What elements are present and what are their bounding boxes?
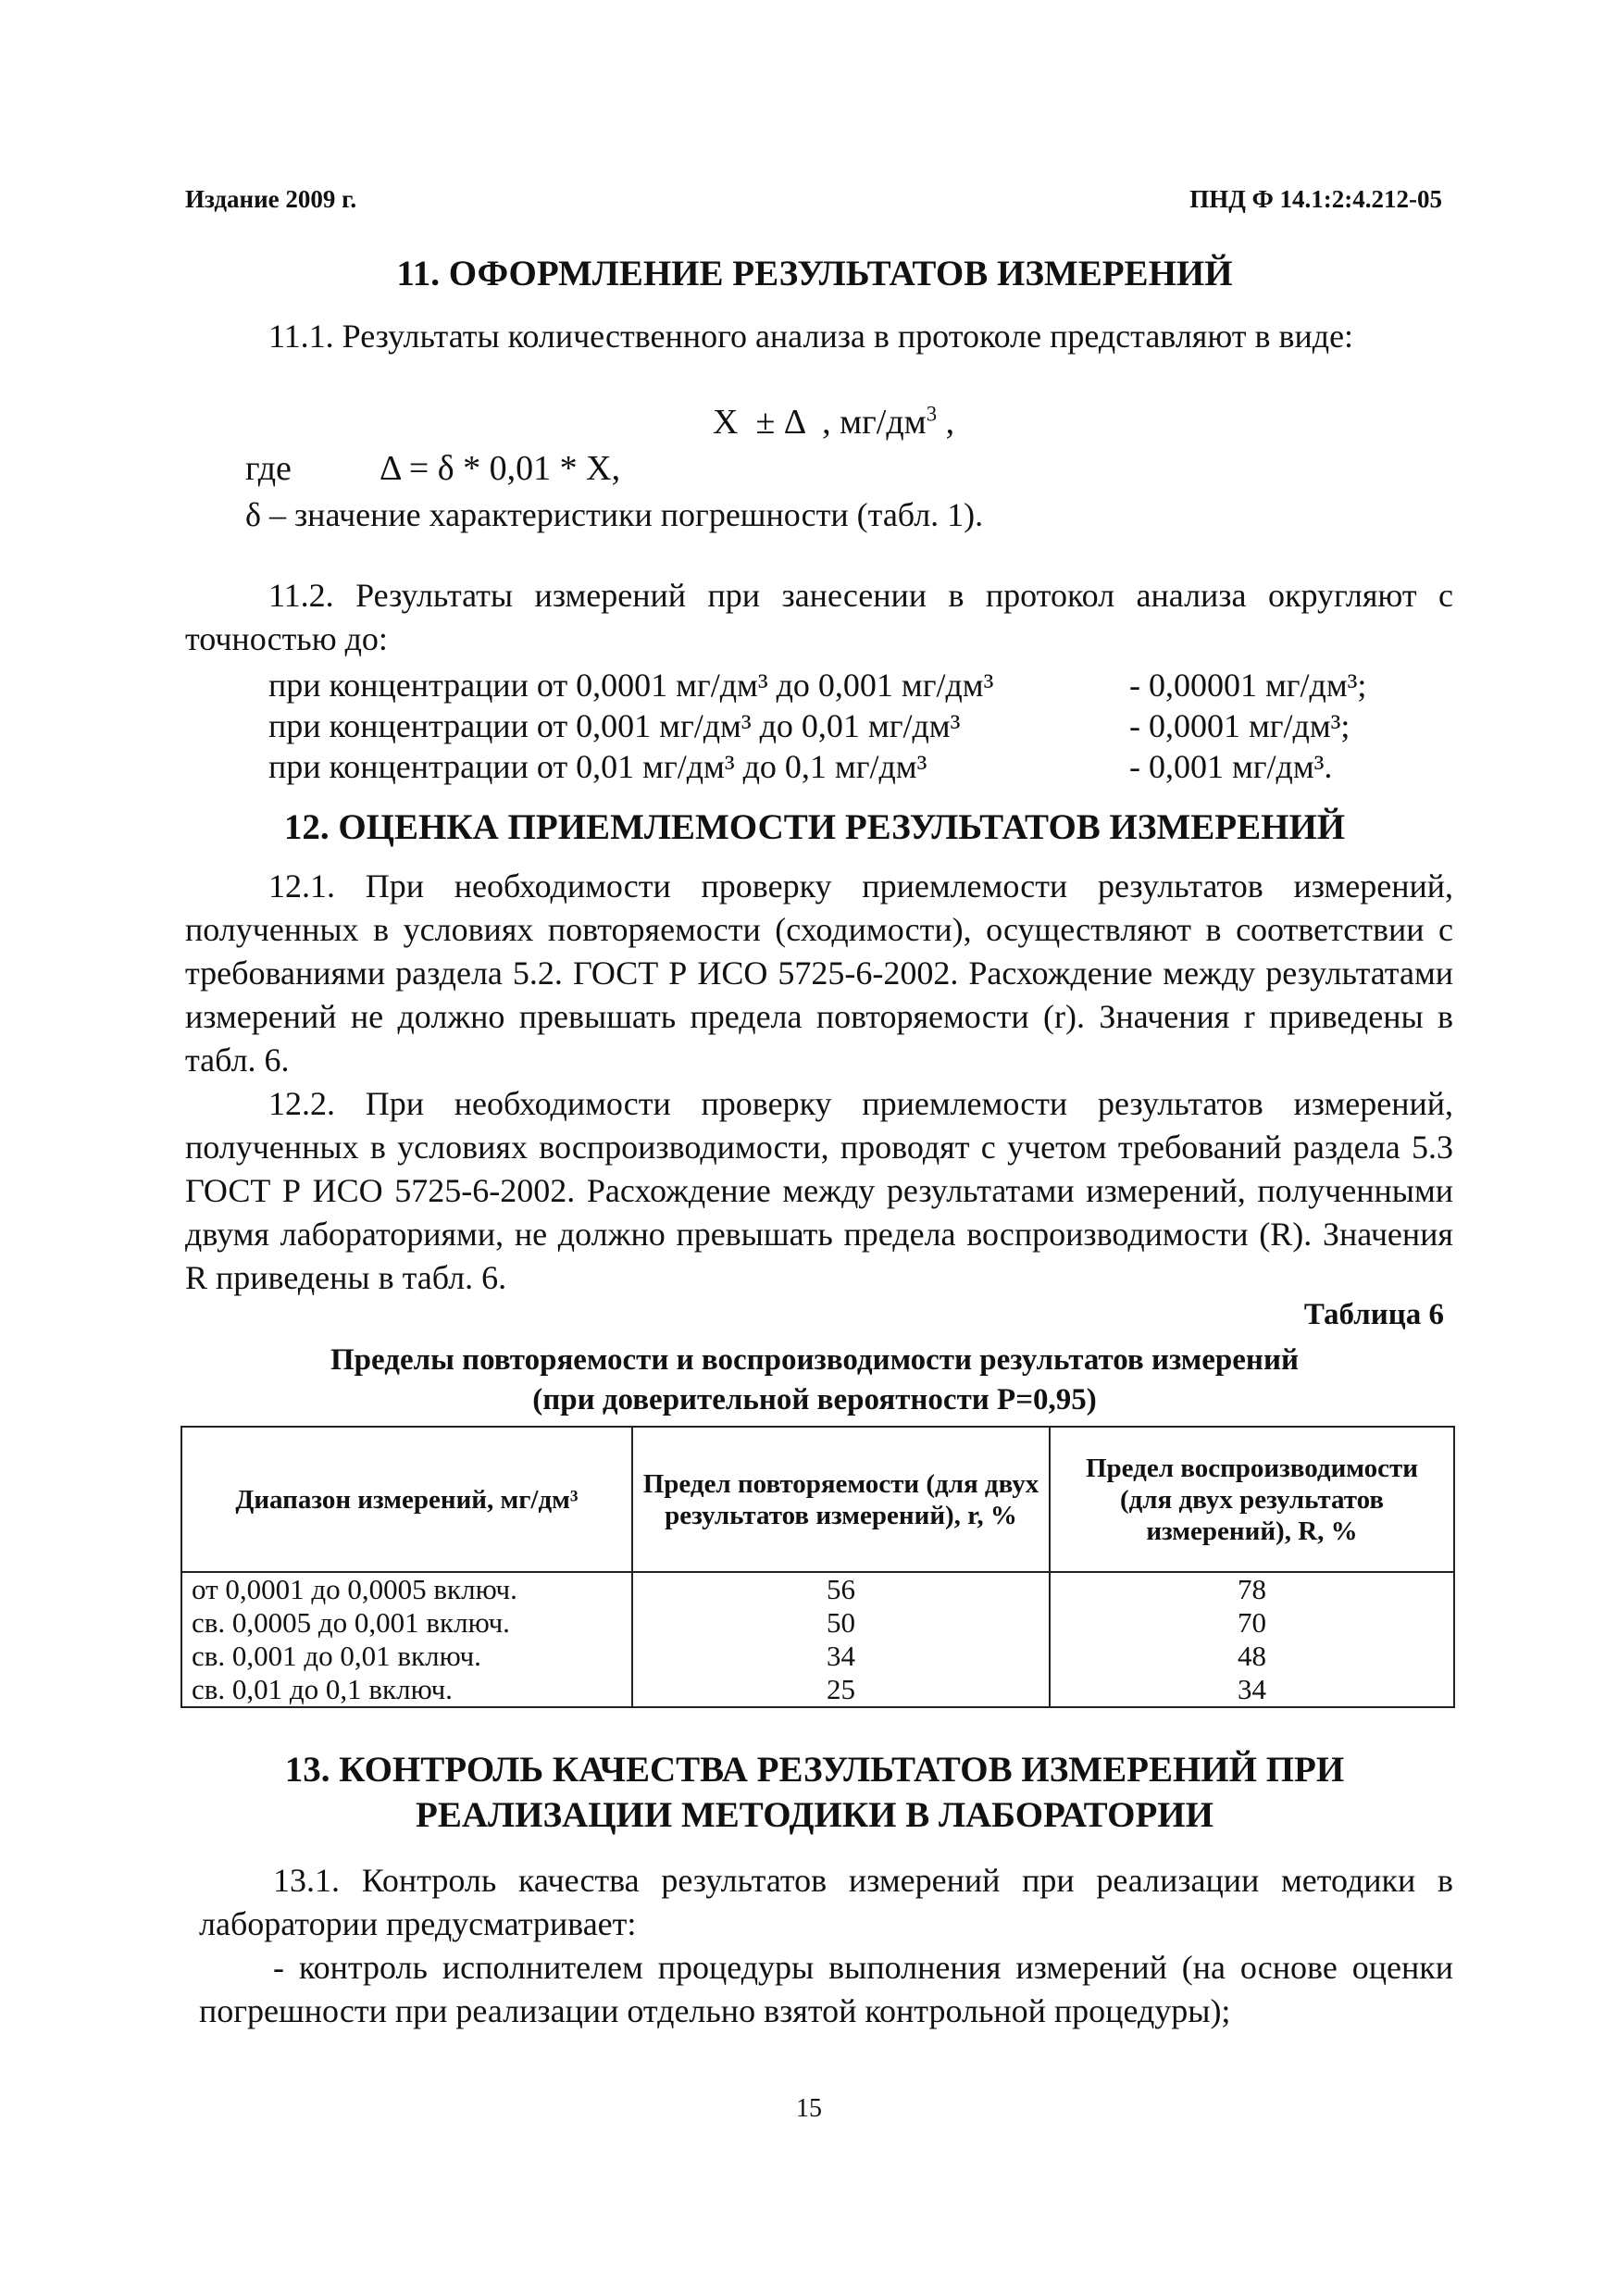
result-formula-tail: , xyxy=(937,403,955,442)
result-formula xyxy=(713,400,954,444)
table-label: Таблица 6 xyxy=(1303,1298,1444,1331)
table-row xyxy=(181,1572,1454,1606)
header-reproducibility: Предел воспроизводимости (для двух результатов измерений), R, % xyxy=(1050,1427,1454,1572)
cell-range: от 0,0001 до 0,0005 включ. xyxy=(181,1572,632,1606)
section-12-title: 12. ОЦЕНКА ПРИЕМЛЕМОСТИ РЕЗУЛЬТАТОВ ИЗМЕРЕНИЙ xyxy=(283,807,1346,847)
paragraph-11-1: 11.1. Результаты количественного анализа в протоколе представляют в виде: xyxy=(268,318,1354,355)
cell-r: 56 xyxy=(632,1572,1050,1606)
rounding-precision: - 0,001 мг/дм³. xyxy=(1129,748,1333,785)
table-row xyxy=(181,1606,1454,1640)
page-number: 15 xyxy=(796,2094,822,2123)
limits-table xyxy=(180,1426,1455,1708)
where-label: где xyxy=(245,449,292,488)
cell-R: 34 xyxy=(1050,1673,1454,1707)
document-code-header: ПНД Ф 14.1:2:4.212-05 xyxy=(1189,185,1442,213)
rounding-precision: - 0,00001 мг/дм³; xyxy=(1129,667,1367,704)
rounding-precision: - 0,0001 мг/дм³; xyxy=(1129,707,1350,744)
table-header-row xyxy=(181,1427,1454,1572)
cell-R: 48 xyxy=(1050,1640,1454,1673)
paragraph-13-1: 13.1. Контроль качества результатов измерений при реализации методики в лаборатории предусматривает: xyxy=(199,1862,1453,1942)
section-13-title-line-2: РЕАЛИЗАЦИИ МЕТОДИКИ В ЛАБОРАТОРИИ xyxy=(416,1795,1214,1835)
delta-formula: Δ = δ * 0,01 * X, xyxy=(380,449,621,488)
header-repeatability: Предел повторяемости (для двух результатов измерений), r, % xyxy=(632,1427,1050,1572)
table-title-line-1: Пределы повторяемости и воспроизводимости результатов измерений xyxy=(330,1343,1299,1377)
section-11-title: 11. ОФОРМЛЕНИЕ РЕЗУЛЬТАТОВ ИЗМЕРЕНИЙ xyxy=(396,254,1233,293)
table-title-line-2: (при доверительной вероятности P=0,95) xyxy=(532,1383,1097,1416)
header-range: Диапазон измерений, мг/дм³ xyxy=(181,1427,632,1572)
section-13-title-line-1: 13. КОНТРОЛЬ КАЧЕСТВА РЕЗУЛЬТАТОВ ИЗМЕРЕНИЙ ПРИ xyxy=(284,1750,1345,1790)
paragraph-11-2: 11.2. Результаты измерений при занесении в протокол анализа округляют с точностью до: xyxy=(185,577,1453,657)
cell-range: св. 0,01 до 0,1 включ. xyxy=(181,1673,632,1707)
rounding-range: при концентрации от 0,01 мг/дм³ до 0,1 мг/дм³ xyxy=(268,748,927,785)
table-row xyxy=(181,1640,1454,1673)
rounding-range: при концентрации от 0,001 мг/дм³ до 0,01 мг/дм³ xyxy=(268,707,961,744)
paragraph-12-2: 12.2. При необходимости проверку приемлемости результатов измерений, полученных в условиях воспроизводимости, проводят с учетом требований раздела 5.3 ГОСТ Р ИСО 5725-6-2002. Расхождение между результатами измерений, полученными двумя лабораториями, не должно превышать предела воспроизводимости (R). Значения R приведены в табл. 6. xyxy=(185,1085,1453,1296)
result-formula-superscript: 3 xyxy=(926,402,938,426)
bullet-control-procedure: - контроль исполнителем процедуры выполнения измерений (на основе оценки погрешности при реализации отдельно взятой контрольной процедуры); xyxy=(199,1949,1453,2029)
cell-range: св. 0,0005 до 0,001 включ. xyxy=(181,1606,632,1640)
table-row xyxy=(181,1673,1454,1707)
cell-R: 70 xyxy=(1050,1606,1454,1640)
cell-R: 78 xyxy=(1050,1572,1454,1606)
result-formula-text: X ± Δ , мг/дм xyxy=(713,403,927,442)
delta-definition: δ – значение характеристики погрешности (табл. 1). xyxy=(245,496,984,533)
cell-r: 50 xyxy=(632,1606,1050,1640)
cell-range: св. 0,001 до 0,01 включ. xyxy=(181,1640,632,1673)
cell-r: 34 xyxy=(632,1640,1050,1673)
cell-r: 25 xyxy=(632,1673,1050,1707)
edition-header: Издание 2009 г. xyxy=(185,185,357,213)
rounding-range: при концентрации от 0,0001 мг/дм³ до 0,001 мг/дм³ xyxy=(268,667,994,704)
paragraph-12-1: 12.1. При необходимости проверку приемлемости результатов измерений, полученных в условиях повторяемости (сходимости), осуществляют в соответствии с требованиями раздела 5.2. ГОСТ Р ИСО 5725-6-2002. Расхождение между результатами измерений не должно превышать предела повторяемости (r). Значения r приведены в табл. 6. xyxy=(185,867,1453,1079)
